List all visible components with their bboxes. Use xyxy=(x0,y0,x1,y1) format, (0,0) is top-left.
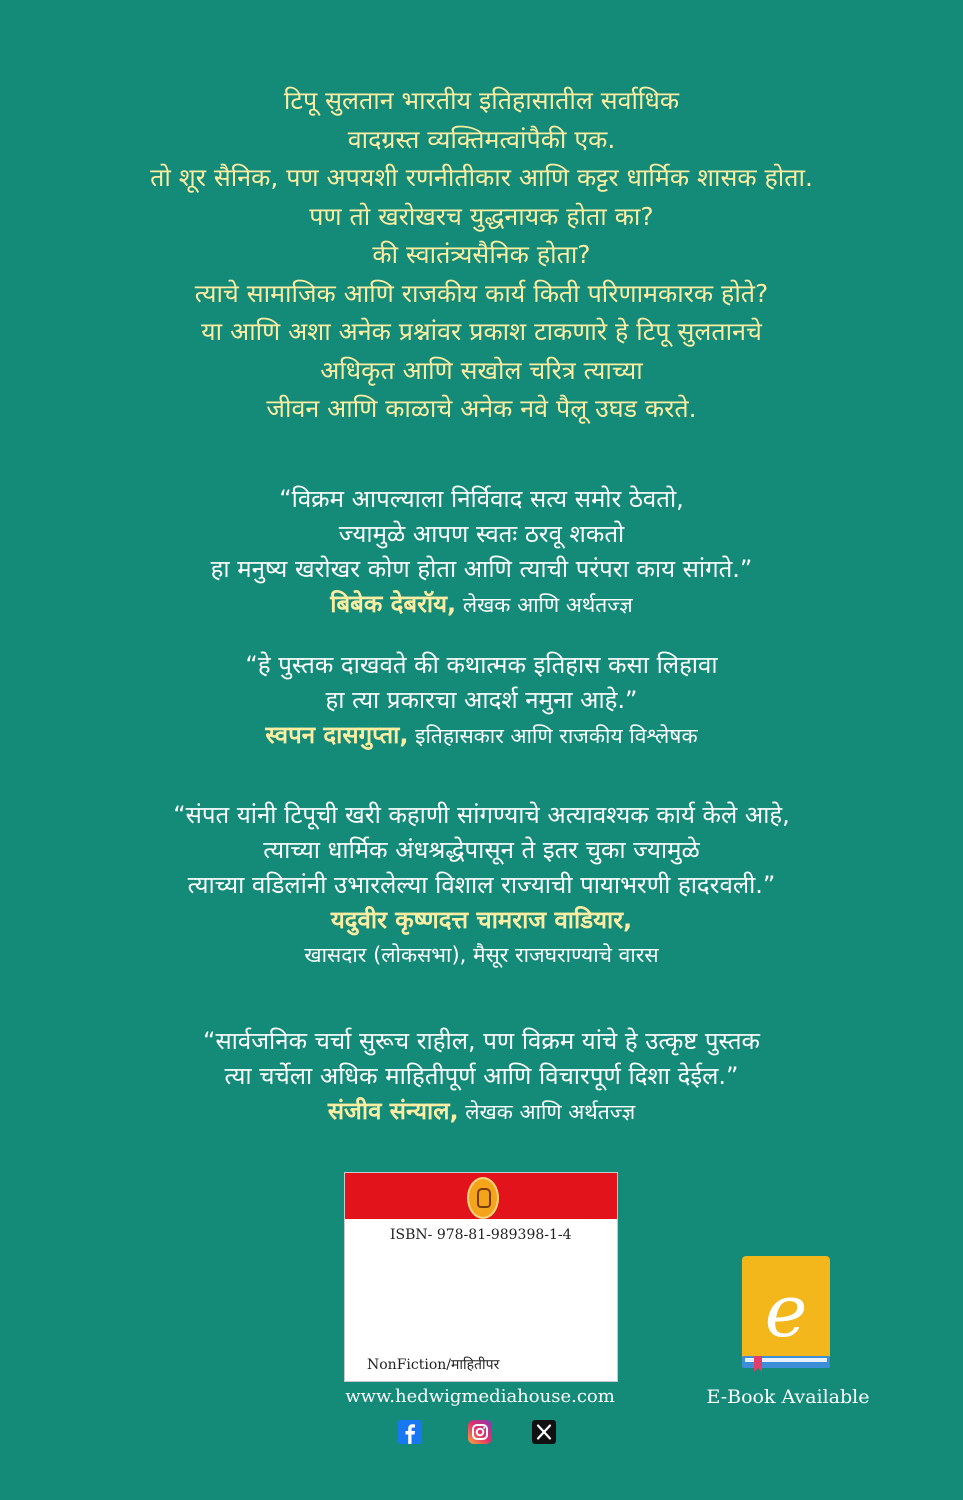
barcode-area xyxy=(355,1249,607,1345)
quote-attribution xyxy=(0,1094,963,1130)
quote-line: ज्यामुळे आपण स्वतः ठरवू शकतो xyxy=(338,520,625,548)
quote-1 xyxy=(0,482,963,623)
quote-attribution xyxy=(0,903,963,938)
facebook-icon[interactable] xyxy=(397,1419,423,1445)
isbn-text: ISBN- 978-81-989398-1-4 xyxy=(390,1227,572,1243)
quote-2 xyxy=(0,648,963,754)
quote-author-role: लेखक आणि अर्थतज्ज्ञ xyxy=(458,1100,636,1124)
blurb-line: पण तो खरोखरच युद्धनायक होता का? xyxy=(309,201,654,231)
quote-3 xyxy=(0,798,963,973)
quote-author: स्वपन दासगुप्ता, xyxy=(265,721,409,749)
ebook-icon xyxy=(742,1256,830,1372)
quote-line: हा त्या प्रकारचा आदर्श नमुना आहे.” xyxy=(325,686,638,714)
quote-author-role: लेखक आणि अर्थतज्ज्ञ xyxy=(456,593,633,617)
blurb xyxy=(0,82,963,429)
blurb-line: या आणि अशा अनेक प्रश्नांवर प्रकाश टाकणारे हे टिपू सुलतानचे xyxy=(201,317,762,346)
quote-author-role: खासदार (लोकसभा), मैसूर राजघराण्याचे वारस xyxy=(304,943,659,967)
instagram-icon[interactable] xyxy=(467,1419,493,1445)
barcode-box xyxy=(344,1172,618,1382)
quote-line: “हे पुस्तक दाखवते की कथात्मक इतिहास कसा लिहावा xyxy=(245,651,718,679)
blurb-line: तो शूर सैनिक, पण अपयशी रणनीतीकार आणि कट्टर धार्मिक शासक होता. xyxy=(150,163,813,192)
quote-author: यदुवीर कृष्णदत्त चामराज वाडियार, xyxy=(330,906,633,934)
quote-line: “संपत यांनी टिपूची खरी कहाणी सांगण्याचे अत्यावश्यक कार्य केले आहे, xyxy=(173,801,790,829)
quote-author: बिबेक देबरॉय, xyxy=(330,590,457,618)
quote-author: संजीव संन्याल, xyxy=(327,1097,459,1125)
quote-4 xyxy=(0,1024,963,1130)
ebook-label: E-Book Available xyxy=(706,1386,870,1408)
blurb-line: जीवन आणि काळाचे अनेक नवे पैलू उघड करते. xyxy=(266,394,697,423)
x-icon[interactable] xyxy=(531,1419,557,1445)
blurb-line: अधिकृत आणि सखोल चरित्र त्याच्या xyxy=(320,355,643,385)
genre-label: NonFiction/माहितीपर xyxy=(367,1357,500,1373)
quote-author-role: इतिहासकार आणि राजकीय विश्लेषक xyxy=(408,724,698,748)
blurb-line: वादग्रस्त व्यक्तिमत्वांपैकी एक. xyxy=(347,124,616,154)
quote-line: “विक्रम आपल्याला निर्विवाद सत्य समोर ठेवतो, xyxy=(279,485,684,513)
quote-attribution xyxy=(0,587,963,623)
quote-line: हा मनुष्य खरोखर कोण होता आणि त्याची परंपरा काय सांगते.” xyxy=(210,555,753,583)
ebook-icon-letter: e xyxy=(764,1269,808,1353)
website-link[interactable]: www.hedwigmediahouse.com xyxy=(345,1386,615,1407)
quote-line: त्याच्या धार्मिक अंधश्रद्धेपासून ते इतर चुका ज्यामुळे xyxy=(263,836,700,864)
quote-line: “सार्वजनिक चर्चा सुरूच राहील, पण विक्रम यांचे हे उत्कृष्ट पुस्तक xyxy=(203,1027,760,1055)
blurb-line: टिपू सुलतान भारतीय इतिहासातील सर्वाधिक xyxy=(283,86,680,115)
quote-attribution xyxy=(0,718,963,754)
blurb-line: त्याचे सामाजिक आणि राजकीय कार्य किती परिणामकारक होते? xyxy=(194,278,769,308)
publisher-owl-logo-icon xyxy=(467,1177,499,1219)
quote-line: त्याच्या वडिलांनी उभारलेल्या विशाल राज्याची पायाभरणी हादरवली.” xyxy=(187,871,776,899)
blurb-line: की स्वातंत्र्यसैनिक होता? xyxy=(372,240,591,269)
quote-line: त्या चर्चेला अधिक माहितीपूर्ण आणि विचारपूर्ण दिशा देईल.” xyxy=(224,1062,739,1090)
